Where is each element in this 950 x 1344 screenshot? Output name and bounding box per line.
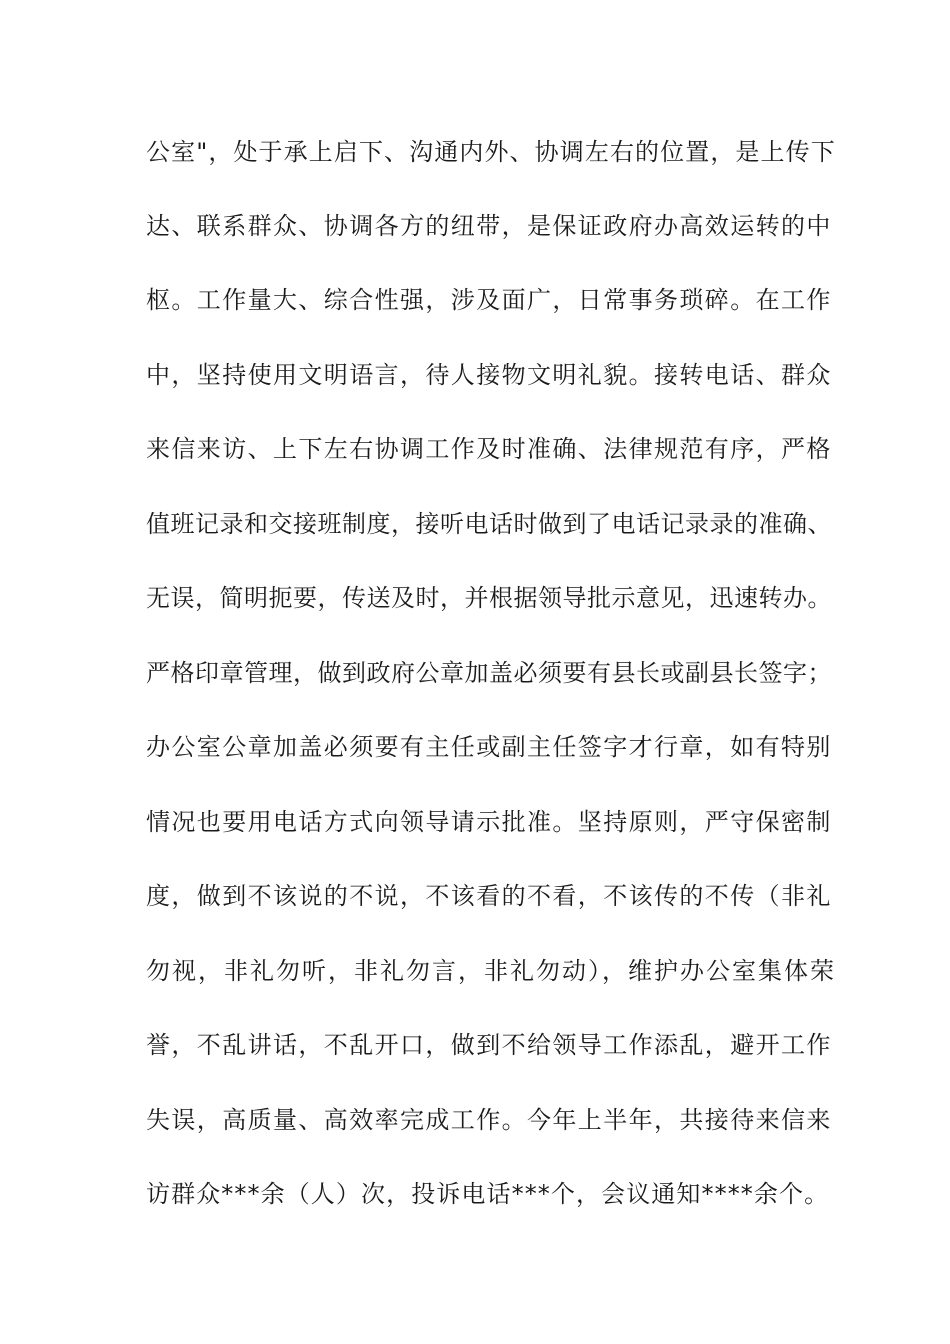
body-text-line-11: 度，做到不该说的不说，不该看的不看，不该传的不传（非礼 bbox=[146, 882, 832, 910]
body-text-line-6: 值班记录和交接班制度，接听电话时做到了电话记录录的准确、 bbox=[146, 510, 832, 538]
body-text-line-10: 情况也要用电话方式向领导请示批准。坚持原则，严守保密制 bbox=[146, 808, 832, 836]
body-text-line-3: 枢。工作量大、综合性强，涉及面广，日常事务琐碎。在工作 bbox=[146, 286, 832, 314]
body-text-line-12: 勿视，非礼勿听，非礼勿言，非礼勿动），维护办公室集体荣 bbox=[146, 957, 836, 985]
body-text-line-13: 誉，不乱讲话，不乱开口，做到不给领导工作添乱，避开工作 bbox=[146, 1031, 832, 1059]
body-text-line-15: 访群众***余（人）次，投诉电话***个，会议通知****余个。 bbox=[146, 1180, 830, 1208]
body-text-line-8: 严格印章管理，做到政府公章加盖必须要有县长或副县长签字； bbox=[146, 659, 832, 687]
body-text-line-14: 失误，高质量、高效率完成工作。今年上半年，共接待来信来 bbox=[146, 1106, 832, 1134]
body-text-line-5: 来信来访、上下左右协调工作及时准确、法律规范有序，严格 bbox=[146, 435, 832, 463]
body-text-line-2: 达、联系群众、协调各方的纽带，是保证政府办高效运转的中 bbox=[146, 212, 832, 240]
body-text-line-4: 中，坚持使用文明语言，待人接物文明礼貌。接转电话、群众 bbox=[146, 361, 832, 389]
body-text-line-9: 办公室公章加盖必须要有主任或副主任签字才行章，如有特别 bbox=[146, 733, 832, 761]
body-text-line-7: 无误，简明扼要，传送及时，并根据领导批示意见，迅速转办。 bbox=[146, 584, 832, 612]
body-text-line-1: 公室"，处于承上启下、沟通内外、协调左右的位置，是上传下 bbox=[146, 138, 836, 166]
